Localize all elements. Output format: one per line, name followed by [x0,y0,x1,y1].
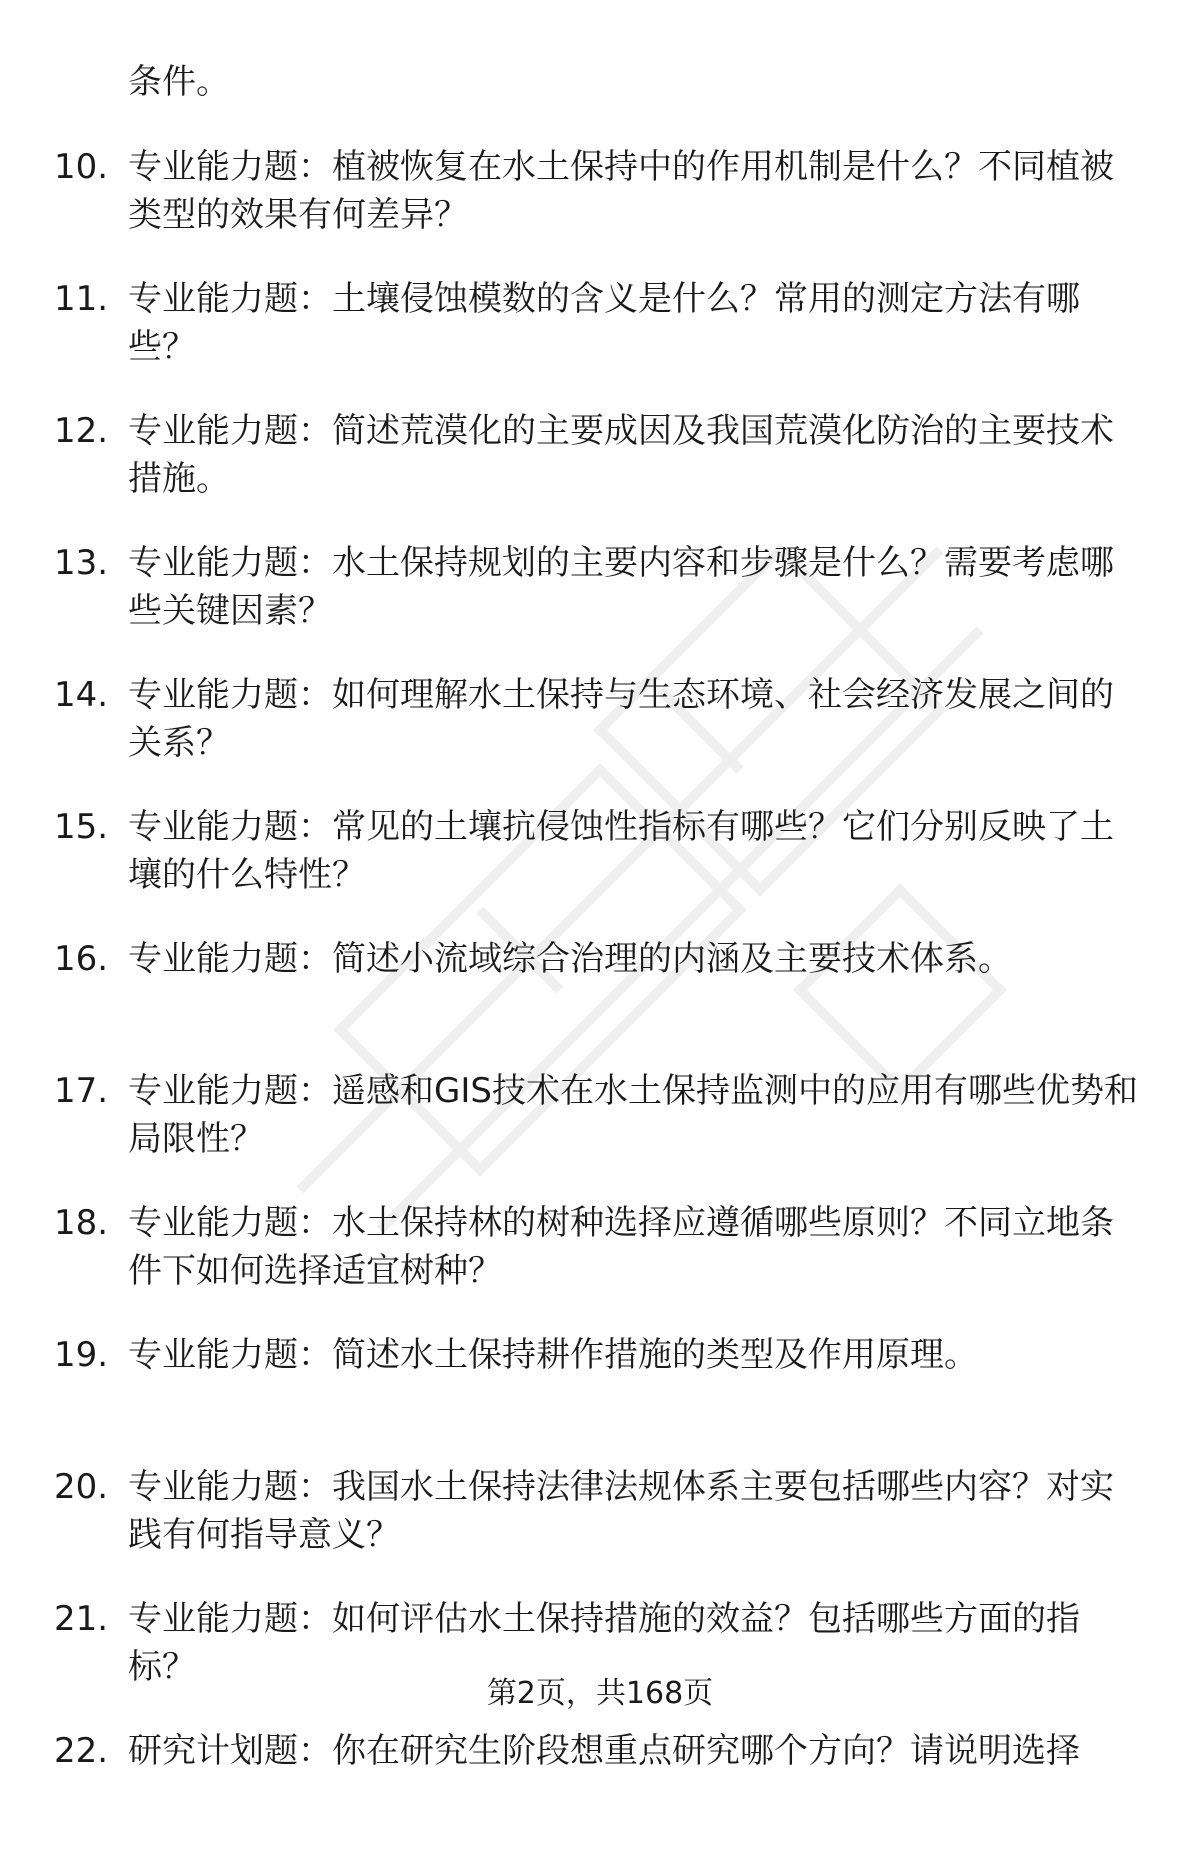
question-number: 13. [54,543,109,583]
continuation-text: 条件。 [128,62,230,102]
question-item [0,539,1200,671]
question-text: 专业能力题：水土保持林的树种选择应遵循哪些原则？不同立地条件下如何选择适宜树种？ [128,1203,1114,1291]
question-item [0,1199,1200,1331]
question-text: 专业能力题：常见的土壤抗侵蚀性指标有哪些？它们分别反映了土壤的什么特性？ [128,807,1114,895]
question-text: 专业能力题：如何评估水土保持措施的效益？包括哪些方面的指标？ [128,1599,1080,1687]
question-number: 18. [54,1203,109,1243]
question-text: 专业能力题：遥感和GIS技术在水土保持监测中的应用有哪些优势和局限性？ [128,1071,1138,1159]
question-number: 15. [54,807,109,847]
question-number: 17. [54,1071,109,1111]
question-number: 21. [54,1599,109,1639]
question-text: 专业能力题：我国水土保持法律法规体系主要包括哪些内容？对实践有何指导意义？ [128,1467,1114,1555]
question-text: 专业能力题：水土保持规划的主要内容和步骤是什么？需要考虑哪些关键因素？ [128,543,1114,631]
question-number: 19. [54,1335,109,1375]
question-number: 10. [54,147,109,187]
question-item [0,1463,1200,1595]
question-item [0,275,1200,407]
question-number: 20. [54,1467,109,1507]
question-number: 14. [54,675,109,715]
question-list [0,143,1200,1859]
question-number: 12. [54,411,109,451]
question-text: 专业能力题：简述小流域综合治理的内涵及主要技术体系。 [128,939,1012,979]
question-item [0,1067,1200,1199]
question-text: 专业能力题：简述水土保持耕作措施的类型及作用原理。 [128,1335,978,1375]
question-item [0,143,1200,275]
question-item [0,1727,1200,1859]
page-footer: 第2页，共168页 [486,1676,714,1711]
question-item [0,935,1200,1067]
question-item [0,1331,1200,1463]
question-item [0,407,1200,539]
question-number: 16. [54,939,109,979]
question-number: 22. [54,1731,109,1771]
question-number: 11. [54,279,109,319]
question-text: 专业能力题：土壤侵蚀模数的含义是什么？常用的测定方法有哪些？ [128,279,1080,367]
question-item [0,671,1200,803]
question-item [0,803,1200,935]
question-text: 研究计划题：你在研究生阶段想重点研究哪个方向？请说明选择 [128,1731,1080,1771]
question-text: 专业能力题：如何理解水土保持与生态环境、社会经济发展之间的关系？ [128,675,1114,763]
question-text: 专业能力题：植被恢复在水土保持中的作用机制是什么？不同植被类型的效果有何差异？ [128,147,1114,235]
question-text: 专业能力题：简述荒漠化的主要成因及我国荒漠化防治的主要技术措施。 [128,411,1114,499]
